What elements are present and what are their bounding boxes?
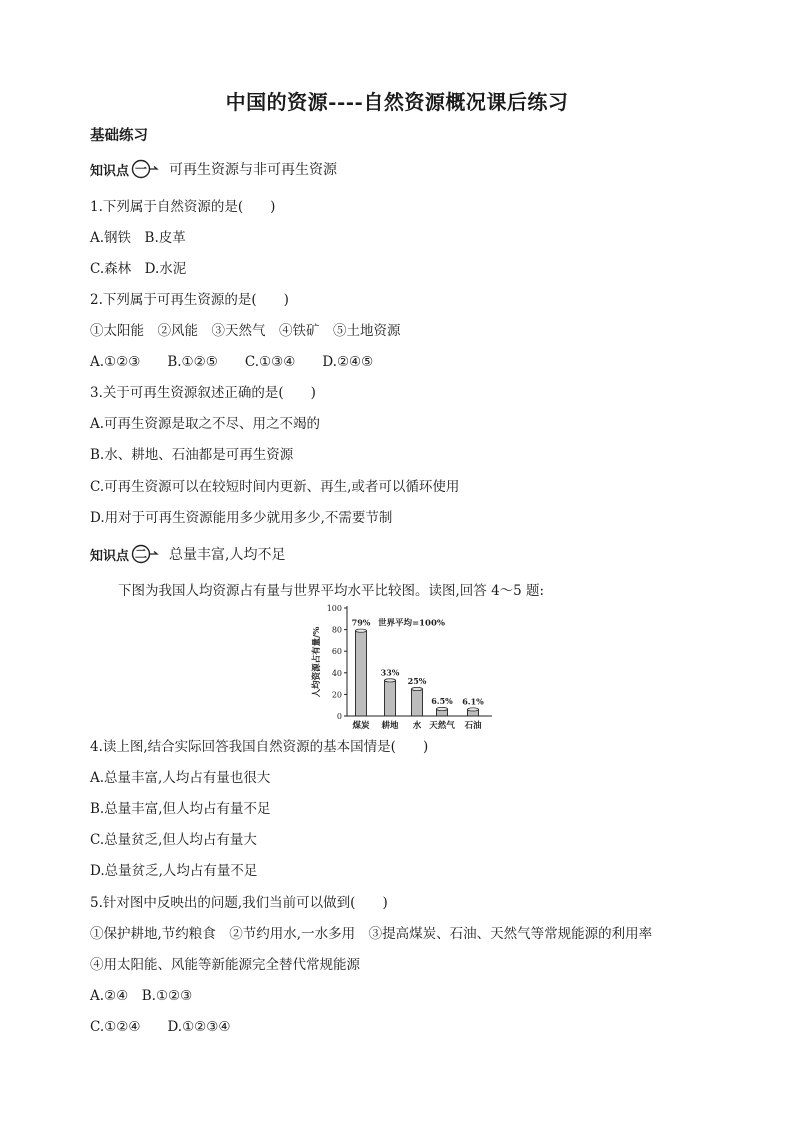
y-axis-label: 人均资源占有量/% [312, 626, 322, 698]
knowledge-point-2 [90, 543, 285, 565]
x-tick-label: 水 [412, 721, 422, 731]
question-5-options-cd: C.①②④ D.①②③④ [90, 1019, 231, 1035]
bar-value-label: 6.1% [462, 696, 484, 707]
question-1-stem: 1.下列属于自然资源的是( ) [90, 199, 276, 215]
question-3-option-d: D.用对于可再生资源能用多少就用多少,不需要节制 [90, 510, 393, 526]
question-2-stem: 2.下列属于可再生资源的是( ) [90, 292, 289, 308]
question-5-options-ab: A.②④ B.①②③ [90, 988, 193, 1004]
question-4-option-a: A.总量丰富,人均占有量也很大 [90, 770, 271, 786]
page-title: 中国的资源----自然资源概况课后练习 [225, 90, 569, 114]
bar-value-label: 33% [380, 667, 400, 678]
question-2-options: A.①②③ B.①②⑤ C.①③④ D.②④⑤ [90, 354, 374, 370]
knowledge-point-title: 可再生资源与非可再生资源 [169, 162, 338, 178]
bar-value-label: 25% [407, 676, 427, 686]
x-tick-label: 耕地 [381, 721, 399, 731]
knowledge-point-badge-icon [131, 159, 159, 179]
bar-top [385, 679, 396, 682]
knowledge-point-number: 一 [135, 162, 148, 176]
y-tick-label: 40 [331, 668, 342, 678]
bar-value-label: 6.5% [431, 695, 453, 706]
bar-top [468, 708, 479, 711]
question-3-stem: 3.关于可再生资源叙述正确的是( ) [90, 385, 316, 401]
question-5-stem: 5.针对图中反映出的问题,我们当前可以做到( ) [90, 895, 388, 911]
question-3-option-c: C.可再生资源可以在较短时间内更新、再生,或者可以循环使用 [90, 479, 460, 495]
x-tick-label: 煤炭 [352, 721, 370, 731]
section-heading: 基础练习 [90, 127, 148, 144]
question-4-option-c: C.总量贫乏,但人均占有量大 [90, 832, 257, 848]
knowledge-point-label: 知识点 [90, 163, 130, 179]
knowledge-point-1 [90, 158, 337, 180]
y-tick-label: 80 [331, 625, 342, 635]
y-tick-label: 0 [336, 712, 342, 721]
question-5-items-line-2: ④用太阳能、风能等新能源完全替代常规能源 [90, 957, 360, 973]
question-4-option-b: B.总量丰富,但人均占有量不足 [90, 801, 271, 817]
question-4-option-d: D.总量贫乏,人均占有量不足 [90, 863, 258, 879]
knowledge-point-number: 二 [135, 547, 148, 561]
question-4-stem: 4.读上图,结合实际回答我国自然资源的基本国情是( ) [90, 739, 429, 755]
bar-top [437, 707, 448, 710]
resource-bar-chart [300, 602, 500, 734]
knowledge-point-badge-icon [131, 544, 159, 564]
x-tick-label: 石油 [464, 721, 482, 731]
question-1-options-cd: C.森林 D.水泥 [90, 261, 187, 277]
bar-top [412, 687, 423, 690]
knowledge-point-label: 知识点 [90, 548, 130, 564]
chart-intro: 下图为我国人均资源占有量与世界平均水平比较图。读图,回答 4～5 题: [118, 583, 545, 599]
y-tick-label: 20 [331, 690, 342, 700]
y-tick-label: 100 [326, 604, 342, 613]
y-tick-label: 60 [331, 647, 342, 657]
knowledge-point-title: 总量丰富,人均不足 [169, 547, 286, 563]
question-5-items-line-1: ①保护耕地,节约粮食 ②节约用水,一水多用 ③提高煤炭、石油、天然气等常规能源的利用率 [90, 926, 653, 942]
question-3-option-a: A.可再生资源是取之不尽、用之不竭的 [90, 416, 321, 432]
bar-value-label: 79% [351, 617, 371, 628]
question-3-option-b: B.水、耕地、石油都是可再生资源 [90, 447, 294, 463]
question-2-items: ①太阳能 ②风能 ③天然气 ④铁矿 ⑤土地资源 [90, 323, 401, 339]
bar [356, 631, 367, 716]
bar [385, 680, 396, 716]
bar-top [356, 629, 367, 632]
bar [412, 689, 423, 716]
x-tick-label: 天然气 [429, 721, 455, 731]
chart-annotation: 世界平均=100% [378, 618, 445, 629]
question-1-options-ab: A.钢铁 B.皮革 [90, 230, 186, 246]
